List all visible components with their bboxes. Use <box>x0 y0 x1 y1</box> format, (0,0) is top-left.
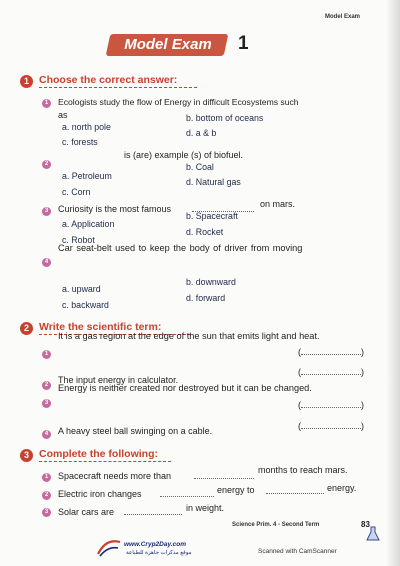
complete-1-before: Spacecraft needs more than <box>58 471 172 481</box>
page-number: 83 <box>361 520 370 529</box>
q3-bullet: 3 <box>42 207 51 216</box>
scanned-label: Scanned with CamScanner <box>258 548 337 555</box>
term-3-answer[interactable]: ( ) <box>298 400 364 410</box>
complete-2-blank-1[interactable] <box>160 489 214 499</box>
q1-line1: Ecologists study the flow of Energy in difficult Ecosystems such <box>58 97 299 107</box>
complete-1-blank[interactable] <box>194 471 254 481</box>
section-3-title: Complete the following: <box>39 448 158 460</box>
q2-option-b: b. Coal <box>186 162 214 172</box>
q4-option-c: c. backward <box>62 300 109 310</box>
page-edge-shadow <box>386 0 400 566</box>
section-2-title: Write the scientific term: <box>39 321 162 333</box>
page-title: Model Exam <box>124 36 212 53</box>
complete-1-bullet: 1 <box>42 473 51 482</box>
exam-number: 1 <box>238 33 249 54</box>
complete-2-bullet: 2 <box>42 491 51 500</box>
q1-line2: as <box>58 110 68 120</box>
term-4-answer[interactable]: ( ) <box>298 421 364 431</box>
term-3-text: Energy is neither created nor destroyed but it can be changed. <box>58 383 312 393</box>
q2-option-c: c. Corn <box>62 187 91 197</box>
q4-option-d: d. forward <box>186 293 226 303</box>
logo-url: www.Cryp2Day.com <box>124 541 187 548</box>
section-1-title: Choose the correct answer: <box>39 74 178 86</box>
q3-option-a: a. Application <box>62 219 115 229</box>
q1-bullet: 1 <box>42 99 51 108</box>
term-2-text: The input energy in calculator. <box>58 375 179 385</box>
footer-course-label: Science Prim. 4 - Second Term <box>232 522 320 528</box>
flask-icon <box>366 526 380 542</box>
term-2-bullet: 2 <box>42 381 51 390</box>
q4-option-b: b. downward <box>186 277 236 287</box>
logo-swoosh-icon <box>96 536 122 558</box>
complete-3-after: in weight. <box>186 503 225 513</box>
complete-2-after: energy. <box>327 483 357 493</box>
q4-line1: Car seat-belt used to keep the body of driver from moving <box>58 243 303 253</box>
section-3-number: 3 <box>20 449 33 462</box>
section-1-number: 1 <box>20 75 33 88</box>
q3-text-before: Curiosity is the most famous <box>58 204 172 214</box>
complete-2-before: Electric iron changes <box>58 489 142 499</box>
section-2-number: 2 <box>20 322 33 335</box>
q2-bullet: 2 <box>42 160 51 169</box>
q4-option-a: a. upward <box>62 284 101 294</box>
q3-option-c: c. Robot <box>62 235 95 245</box>
complete-2-blank-2[interactable] <box>266 486 324 496</box>
complete-3-before: Solar cars are <box>58 507 115 517</box>
term-1-answer[interactable]: ( ) <box>298 347 364 357</box>
term-3-bullet: 3 <box>42 399 51 408</box>
term-1-text: It is a gas region at the edge of the sun that emits light and heat. <box>58 331 320 341</box>
q2-option-a: a. Petroleum <box>62 171 112 181</box>
term-4-text: A heavy steel ball swinging on a cable. <box>58 426 213 436</box>
q1-option-d: d. a & b <box>186 128 217 138</box>
q2-option-d: d. Natural gas <box>186 177 241 187</box>
section-3-rule <box>39 461 171 463</box>
q4-bullet: 4 <box>42 258 51 267</box>
q3-option-d: d. Rocket <box>186 227 224 237</box>
term-1-bullet: 1 <box>42 350 51 359</box>
q1-option-c: c. forests <box>62 137 98 147</box>
q3-text-after: on mars. <box>260 199 296 209</box>
complete-2-middle: energy to <box>217 485 255 495</box>
complete-1-after: months to reach mars. <box>258 465 348 475</box>
complete-3-blank[interactable] <box>124 507 182 517</box>
logo-arabic-text: موقع مذكرات جاهزة للطباعة <box>126 550 192 556</box>
header-label: Model Exam <box>324 14 360 20</box>
term-4-bullet: 4 <box>42 430 51 439</box>
complete-3-bullet: 3 <box>42 508 51 517</box>
q3-option-b: b. Spacecraft <box>186 211 238 221</box>
term-2-answer[interactable]: ( ) <box>298 367 364 377</box>
q1-option-b: b. bottom of oceans <box>186 113 264 123</box>
q1-option-a: a. north pole <box>62 122 111 132</box>
section-1-rule <box>39 87 197 89</box>
q2-text: is (are) example (s) of biofuel. <box>124 150 244 160</box>
